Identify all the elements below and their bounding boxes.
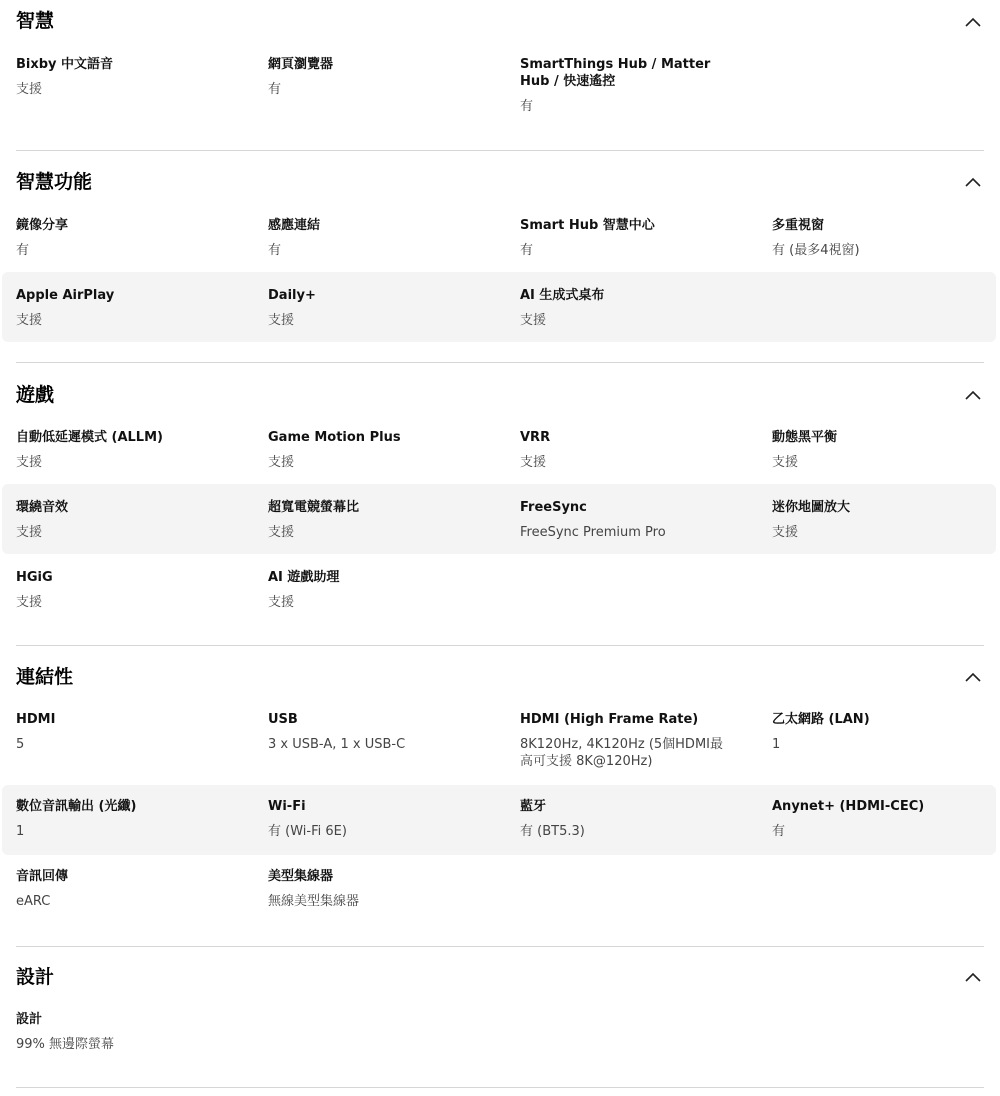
spec-row xyxy=(2,217,996,267)
spec-label: 美型集線器 xyxy=(268,869,334,884)
section-connectivity xyxy=(0,646,1000,947)
section-title: 智慧功能 xyxy=(16,171,93,193)
spec-value: 有 xyxy=(520,243,534,258)
spec-item xyxy=(16,711,246,753)
spec-item xyxy=(520,287,732,329)
spec-value: eARC xyxy=(16,894,51,909)
section-title: 遊戲 xyxy=(16,384,55,406)
spec-label: Game Motion Plus xyxy=(268,430,401,445)
spec-item xyxy=(520,217,732,259)
spec-item xyxy=(520,798,732,840)
section-smart xyxy=(0,0,1000,151)
spec-item xyxy=(16,499,246,541)
spec-item xyxy=(268,217,498,259)
spec-value: 支援 xyxy=(16,313,43,328)
spec-value: 8K120Hz, 4K120Hz (5個HDMI最高可支援 8K@120Hz) xyxy=(520,737,723,769)
spec-label: 鏡像分享 xyxy=(16,218,69,233)
spec-item xyxy=(16,429,246,471)
spec-label: HDMI xyxy=(16,712,56,727)
spec-value: 支援 xyxy=(772,455,799,470)
spec-label: HGiG xyxy=(16,570,53,585)
spec-row xyxy=(2,711,996,781)
spec-label: 設計 xyxy=(16,1012,43,1027)
spec-label: AI 生成式桌布 xyxy=(520,288,605,303)
spec-row xyxy=(2,429,996,479)
spec-label: 超寬電競螢幕比 xyxy=(268,500,360,515)
spec-item xyxy=(772,711,992,753)
spec-row xyxy=(2,569,996,619)
spec-item xyxy=(772,429,992,471)
spec-label: 多重視窗 xyxy=(772,218,825,233)
spec-value: 有 xyxy=(772,824,786,839)
spec-item xyxy=(520,56,732,115)
spec-label: 感應連結 xyxy=(268,218,321,233)
spec-value: 1 xyxy=(772,737,781,752)
spec-label: Smart Hub 智慧中心 xyxy=(520,218,655,233)
spec-value: 支援 xyxy=(268,455,295,470)
spec-item xyxy=(16,569,246,611)
spec-value: 無線美型集線器 xyxy=(268,894,360,909)
spec-label: FreeSync xyxy=(520,500,587,515)
spec-label: Daily+ xyxy=(268,288,316,303)
section-gaming xyxy=(0,363,1000,646)
spec-value: 有 (Wi-Fi 6E) xyxy=(268,824,347,839)
chevron-up-icon[interactable] xyxy=(962,171,984,193)
spec-item xyxy=(268,798,498,840)
spec-label: 自動低延遲模式 (ALLM) xyxy=(16,430,163,445)
section-title: 設計 xyxy=(16,966,55,988)
spec-value: 有 xyxy=(268,82,282,97)
spec-value: 99% 無邊際螢幕 xyxy=(16,1037,115,1052)
spec-label: SmartThings Hub / Matter Hub / 快速遙控 xyxy=(520,57,711,89)
spec-item xyxy=(772,798,992,840)
spec-item xyxy=(520,499,732,541)
spec-item xyxy=(16,287,246,329)
spec-item xyxy=(268,287,498,329)
spec-label: HDMI (High Frame Rate) xyxy=(520,712,699,727)
spec-value: 支援 xyxy=(520,313,547,328)
spec-label: 音訊回傳 xyxy=(16,869,69,884)
spec-item xyxy=(16,798,246,840)
spec-value: 支援 xyxy=(268,525,295,540)
spec-row xyxy=(2,272,996,342)
spec-row xyxy=(2,785,996,855)
spec-label: 網頁瀏覽器 xyxy=(268,57,334,72)
spec-value: 1 xyxy=(16,824,25,839)
spec-label: AI 遊戲助理 xyxy=(268,570,340,585)
section-design xyxy=(0,947,1000,1096)
spec-item xyxy=(268,868,498,910)
spec-label: 藍牙 xyxy=(520,799,547,814)
spec-value: 支援 xyxy=(772,525,799,540)
spec-label: 乙太網路 (LAN) xyxy=(772,712,870,727)
spec-row xyxy=(2,868,996,918)
spec-value: 支援 xyxy=(16,455,43,470)
spec-item xyxy=(268,429,498,471)
spec-item xyxy=(268,499,498,541)
spec-value: 有 xyxy=(520,99,534,114)
spec-item xyxy=(16,1011,246,1053)
spec-value: 有 (BT5.3) xyxy=(520,824,585,839)
spec-item xyxy=(16,56,246,98)
chevron-up-icon[interactable] xyxy=(962,384,984,406)
chevron-up-icon[interactable] xyxy=(962,11,984,33)
spec-value: 支援 xyxy=(16,82,43,97)
spec-value: 支援 xyxy=(16,525,43,540)
spec-row xyxy=(2,56,996,120)
spec-value: 有 (最多4視窗) xyxy=(772,243,860,258)
spec-value: 5 xyxy=(16,737,25,752)
spec-label: 環繞音效 xyxy=(16,500,69,515)
spec-value: FreeSync Premium Pro xyxy=(520,525,666,540)
chevron-up-icon[interactable] xyxy=(962,966,984,988)
spec-item xyxy=(268,711,498,753)
spec-item xyxy=(16,217,246,259)
spec-label: Apple AirPlay xyxy=(16,288,115,303)
spec-item xyxy=(268,56,498,98)
spec-label: Bixby 中文語音 xyxy=(16,57,114,72)
spec-value: 支援 xyxy=(268,313,295,328)
chevron-up-icon[interactable] xyxy=(962,666,984,688)
spec-value: 有 xyxy=(268,243,282,258)
section-smart-features xyxy=(0,151,1000,363)
spec-value: 3 x USB-A, 1 x USB-C xyxy=(268,737,406,752)
spec-item xyxy=(772,499,992,541)
spec-value: 支援 xyxy=(16,595,43,610)
spec-item xyxy=(16,868,246,910)
section-divider xyxy=(16,1087,984,1088)
spec-label: 數位音訊輸出 (光纖) xyxy=(16,799,137,814)
section-title: 智慧 xyxy=(16,10,55,32)
section-title: 連結性 xyxy=(16,666,74,688)
spec-item xyxy=(520,429,732,471)
spec-value: 有 xyxy=(16,243,30,258)
spec-label: Wi-Fi xyxy=(268,799,306,814)
spec-row xyxy=(2,1011,996,1061)
spec-label: VRR xyxy=(520,430,551,445)
spec-item xyxy=(520,711,732,770)
spec-item xyxy=(772,217,992,259)
spec-label: 動態黑平衡 xyxy=(772,430,838,445)
spec-row xyxy=(2,484,996,554)
spec-item xyxy=(268,569,498,611)
spec-label: Anynet+ (HDMI-CEC) xyxy=(772,799,925,814)
spec-value: 支援 xyxy=(268,595,295,610)
spec-label: USB xyxy=(268,712,298,727)
spec-label: 迷你地圖放大 xyxy=(772,500,851,515)
spec-value: 支援 xyxy=(520,455,547,470)
